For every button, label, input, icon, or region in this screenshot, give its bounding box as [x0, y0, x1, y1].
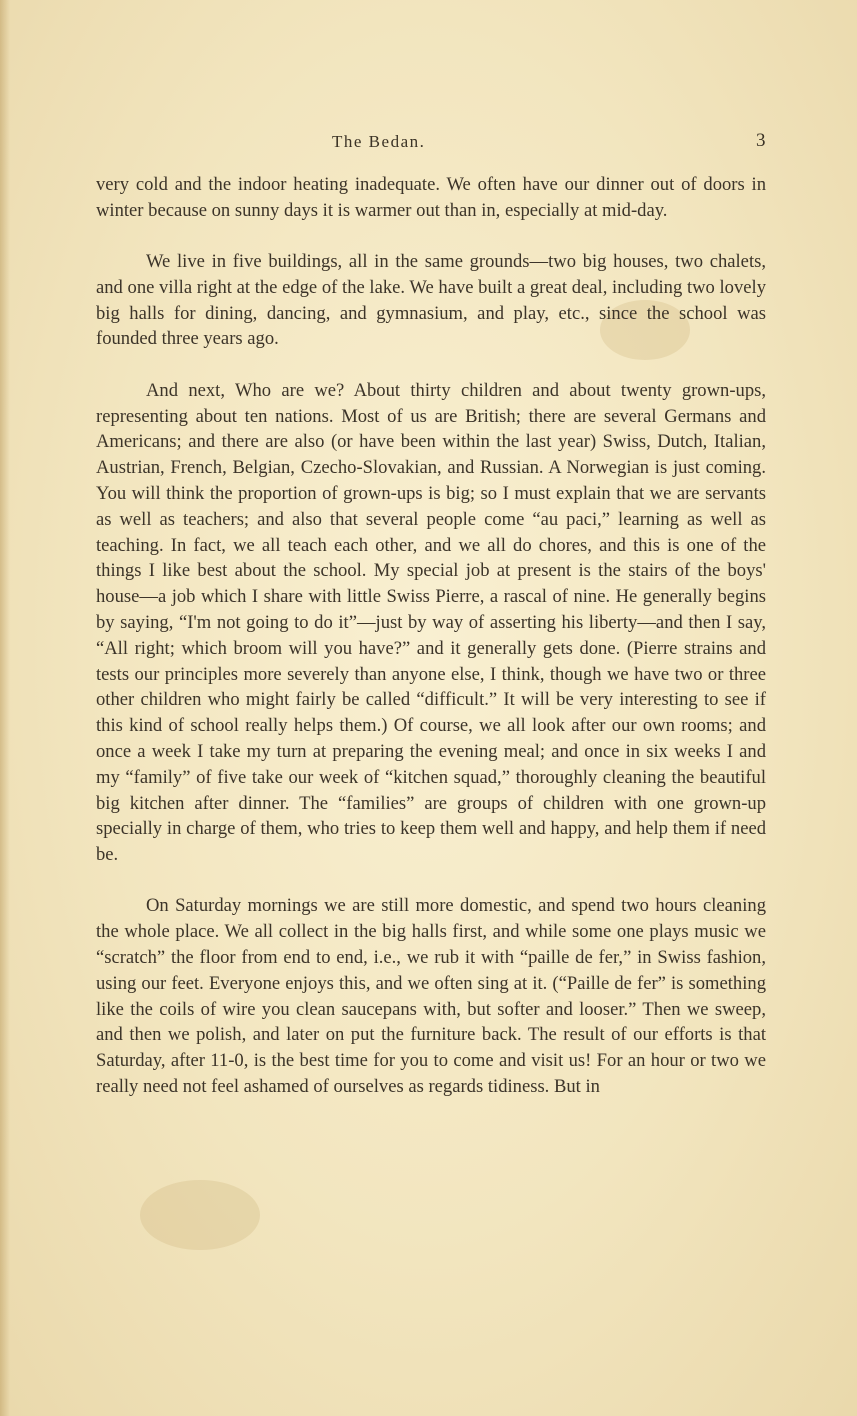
- page-number: 3: [756, 130, 766, 151]
- running-header: [0, 132, 857, 156]
- paragraph: very cold and the indoor heating inadequate. We often have our dinner out of doors in winter because on sunny days it is warmer out than in, especially at mid-day.: [96, 174, 766, 221]
- body-text: [96, 172, 766, 1125]
- paragraph: And next, Who are we? About thirty children and about twenty grown-ups, representing about ten nations. Most of us are British; there are several Germans and Americans; and there are also (or have been within the last year) Swiss, Dutch, Italian, Austrian, French, Belgian, Czecho-Slovakian, and Russian. A Norwegian is just coming. You will think the proportion of grown-ups is big; so I must explain that we are servants as well as teachers; and also that several people come “au paci,” learning as well as teaching. In fact, we all teach each other, and we all do chores, and this is one of the things I like best about the school. My special job at present is the stairs of the boys' house—a job which I share with little Swiss Pierre, a rascal of nine. He generally begins by saying, “I'm not going to do it”—just by way of asserting his liberty—and then I say, “All right; which broom will you have?” and it generally gets done. (Pierre strains and tests our principles more severely than anyone else, I think, though we have two or three other children who might fairly be called “difficult.” It will be very interesting to see if this kind of school really helps them.) Of course, we all look after our own rooms; and once a week I take my turn at preparing the evening meal; and once in six weeks I and my “family” of five take our week of “kitchen squad,” thoroughly cleaning the beautiful big kitchen after dinner. The “families” are groups of children with one grown-up specially in charge of them, who tries to keep them well and happy, and help them if need be.: [96, 379, 766, 866]
- paper-stain: [140, 1180, 260, 1250]
- binding-shadow: [0, 0, 10, 1416]
- paragraph: On Saturday mornings we are still more domestic, and spend two hours cleaning the whole place. We all collect in the big halls first, and while some one plays music we “scratch” the floor from end to end, i.e., we rub it with “paille de fer,” in Swiss fashion, using our feet. Everyone enjoys this, and we often sing at it. (“Paille de fer” is something like the coils of wire you clean saucepans with, but softer and looser.” Then we sweep, and then we polish, and later on put the furniture back. The result of our efforts is that Saturday, after 11-0, is the best time for you to come and visit us! For an hour or two we really need not feel ashamed of ourselves as regards tidiness. But in: [96, 895, 766, 1097]
- paragraph: We live in five buildings, all in the same grounds—two big houses, two chalets, and one villa right at the edge of the lake. We have built a great deal, including two lovely big halls for dining, dancing, and gymnasium, and play, etc., since the school was founded three years ago.: [96, 251, 766, 350]
- running-title: The Bedan.: [332, 132, 426, 151]
